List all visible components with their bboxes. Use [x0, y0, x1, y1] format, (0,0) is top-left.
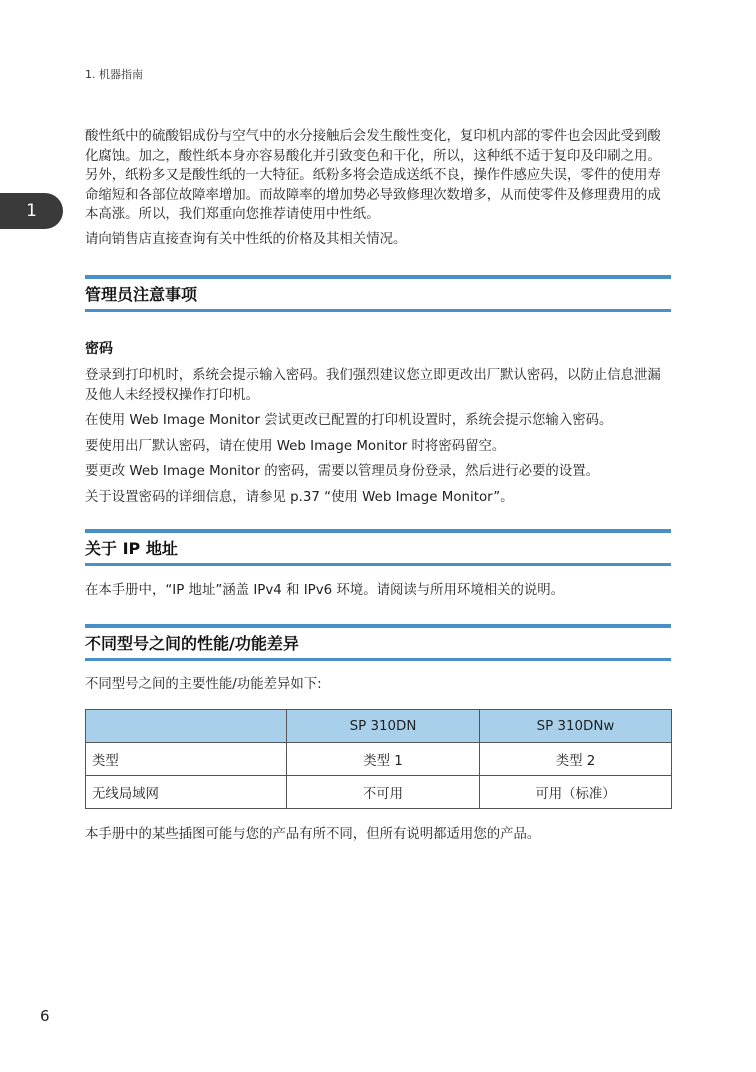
password-paragraph: 登录到打印机时，系统会提示输入密码。我们强烈建议您立即更改出厂默认密码，以防止信息泄漏及他人未经授权操作打印机。	[85, 368, 661, 403]
running-head: 1. 机器指南	[85, 68, 143, 81]
table-header-cell: SP 310DN	[287, 710, 480, 743]
table-cell: 不可用	[287, 776, 480, 809]
intro-paragraph-2: 请向销售店直接查询有关中性纸的价格及其相关情况。	[85, 231, 407, 247]
table-row	[86, 743, 672, 776]
table-cell: 类型 2	[480, 743, 672, 776]
models-note: 本手册中的某些插图可能与您的产品有所不同，但所有说明都适用您的产品。	[85, 827, 541, 842]
models-intro: 不同型号之间的主要性能/功能差异如下:	[85, 676, 322, 692]
sub-heading-password: 密码	[85, 341, 113, 357]
password-paragraph: 要使用出厂默认密码，请在使用 Web Image Monitor 时将密码留空。	[85, 438, 506, 454]
page-content	[85, 127, 671, 845]
section-heading-models: 不同型号之间的性能/功能差异	[85, 624, 671, 661]
table-cell: 无线局域网	[86, 776, 287, 809]
table-cell: 类型	[86, 743, 287, 776]
intro-paragraph: 酸性纸中的硫酸铝成份与空气中的水分接触后会发生酸性变化，复印机内部的零件也会因此受到酸化腐蚀。加之，酸性纸本身亦容易酸化并引致变色和干化，所以，这种纸不适于复印及印刷之用。另外，纸粉多又是酸性纸的一大特征。纸粉多将会造成送纸不良，操作件感应失误，零件的使用寿命缩短和各部位故障率增加。而故障率的增加势必导致修理次数增多，从而使零件及修理费用的成本高涨。所以，我们郑重向您推荐请使用中性纸。	[85, 129, 661, 222]
password-paragraph: 要更改 Web Image Monitor 的密码，需要以管理员身份登录，然后进行必要的设置。	[85, 464, 599, 479]
table-cell: 可用（标准）	[480, 776, 672, 809]
page-number: 6	[40, 1007, 50, 1025]
password-paragraph: 在使用 Web Image Monitor 尝试更改已配置的打印机设置时，系统会提示您输入密码。	[85, 413, 613, 428]
chapter-tab: 1	[0, 193, 63, 229]
table-header-cell: SP 310DNw	[480, 710, 672, 743]
table-cell: 类型 1	[287, 743, 480, 776]
model-comparison-table	[85, 709, 672, 809]
table-row	[86, 776, 672, 809]
password-paragraph: 关于设置密码的详细信息，请参见 p.37 “使用 Web Image Monitor”。	[85, 489, 514, 505]
table-header-cell	[86, 710, 287, 743]
section-heading-ip: 关于 IP 地址	[85, 529, 671, 566]
table-header-row	[86, 710, 672, 743]
ip-paragraph: 在本手册中，“IP 地址”涵盖 IPv4 和 IPv6 环境。请阅读与所用环境相关的说明。	[85, 583, 565, 598]
section-heading-admin: 管理员注意事项	[85, 275, 671, 312]
